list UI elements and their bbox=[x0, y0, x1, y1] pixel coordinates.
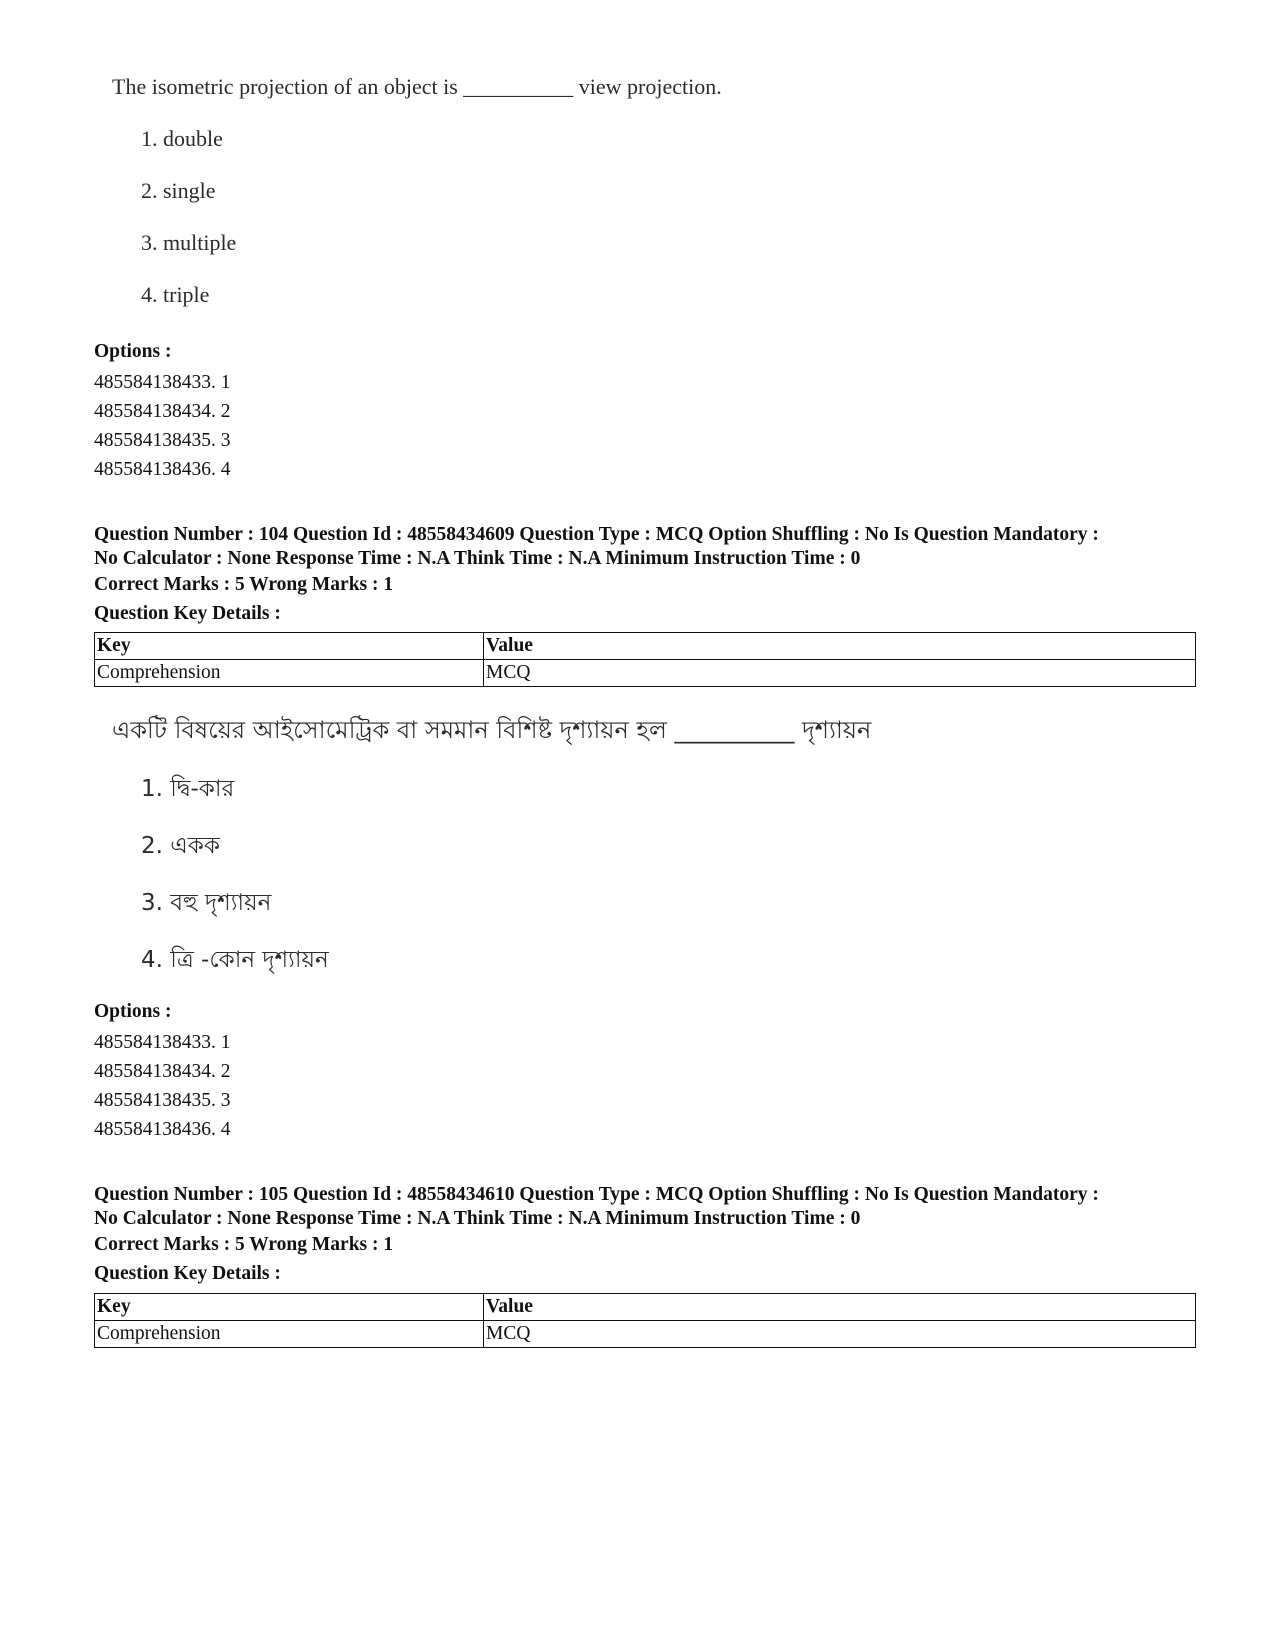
options-section bbox=[94, 340, 231, 484]
question-option-4: 4. triple bbox=[141, 282, 210, 307]
table-cell-key: Comprehension bbox=[95, 660, 484, 687]
table-cell-value: MCQ bbox=[484, 660, 1196, 687]
key-details-label: Question Key Details : bbox=[94, 1263, 281, 1284]
table-row bbox=[95, 1321, 1196, 1348]
question-option-1: 1. দ্বি-কার bbox=[141, 776, 235, 802]
options-label: Options : bbox=[94, 1001, 172, 1022]
question-meta bbox=[94, 523, 1204, 571]
option-id: 485584138433. 1 bbox=[94, 372, 231, 393]
table-header-row bbox=[95, 1294, 1196, 1321]
question-option-3: 3. বহু দৃশ্যায়ন bbox=[141, 890, 272, 916]
option-id: 485584138436. 4 bbox=[94, 459, 231, 480]
marks-line: Correct Marks : 5 Wrong Marks : 1 bbox=[94, 1234, 394, 1255]
option-id: 485584138435. 3 bbox=[94, 430, 231, 451]
option-id: 485584138436. 4 bbox=[94, 1119, 231, 1140]
marks-line: Correct Marks : 5 Wrong Marks : 1 bbox=[94, 574, 394, 595]
table-header-value: Value bbox=[484, 1294, 1196, 1321]
question-meta bbox=[94, 1183, 1204, 1231]
option-id: 485584138435. 3 bbox=[94, 1090, 231, 1111]
option-id: 485584138434. 2 bbox=[94, 401, 231, 422]
question-option-4: 4. ত্রি -কোন দৃশ্যায়ন bbox=[141, 947, 329, 973]
question-meta-line-1: Question Number : 104 Question Id : 48558434609 Question Type : MCQ Option Shuffling : No Is Question Mandatory : bbox=[94, 524, 1099, 545]
question-meta-line-2: No Calculator : None Response Time : N.A Think Time : N.A Minimum Instruction Time : 0 bbox=[94, 1208, 861, 1229]
question-meta-line-2: No Calculator : None Response Time : N.A Think Time : N.A Minimum Instruction Time : 0 bbox=[94, 548, 861, 569]
table-cell-value: MCQ bbox=[484, 1321, 1196, 1348]
table-header-row bbox=[95, 633, 1196, 660]
option-id: 485584138434. 2 bbox=[94, 1061, 231, 1082]
key-details-table bbox=[94, 1293, 1196, 1348]
key-details-table bbox=[94, 632, 1196, 687]
question-option-1: 1. double bbox=[141, 126, 223, 151]
table-header-key: Key bbox=[95, 1294, 484, 1321]
options-label: Options : bbox=[94, 341, 172, 362]
options-section bbox=[94, 1000, 231, 1144]
question-meta-line-1: Question Number : 105 Question Id : 48558434610 Question Type : MCQ Option Shuffling : No Is Question Mandatory : bbox=[94, 1184, 1099, 1205]
table-header-key: Key bbox=[95, 633, 484, 660]
question-option-3: 3. multiple bbox=[141, 230, 237, 255]
key-details-label: Question Key Details : bbox=[94, 603, 281, 624]
question-text: The isometric projection of an object is __________ view projection. bbox=[112, 74, 722, 99]
question-text-bengali: একটি বিষয়ের আইসোমেট্রিক বা সমমান বিশিষ্ট দৃশ্যায়ন হল __________ দৃশ্যায়ন bbox=[112, 716, 872, 744]
table-cell-key: Comprehension bbox=[95, 1321, 484, 1348]
table-row bbox=[95, 660, 1196, 687]
question-option-2: 2. single bbox=[141, 178, 216, 203]
table-header-value: Value bbox=[484, 633, 1196, 660]
option-id: 485584138433. 1 bbox=[94, 1032, 231, 1053]
question-option-2: 2. একক bbox=[141, 833, 220, 859]
